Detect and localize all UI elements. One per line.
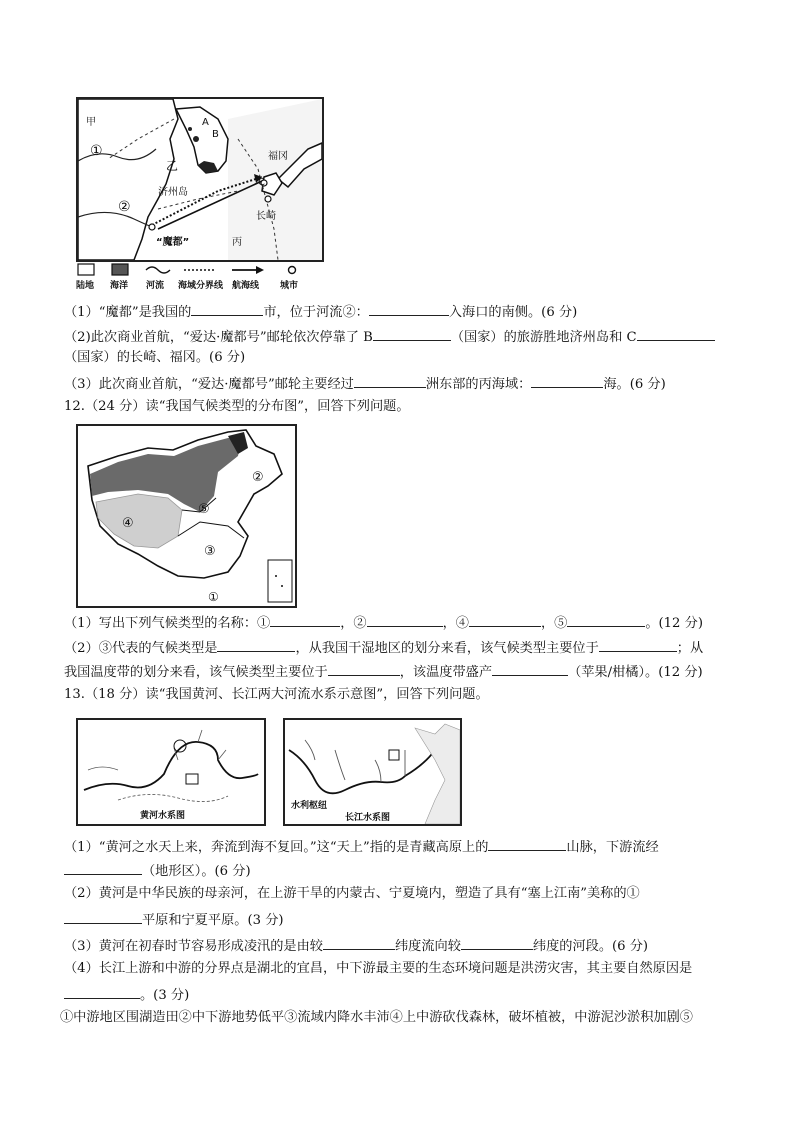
q12-line-2: （2）③代表的气候类型是 ，从我国干湿地区的划分来看，该气候类型主要位于 ；从 (64, 637, 703, 658)
q12-title: 12.（24 分）读“我国气候类型的分布图”，回答下列问题。 (64, 399, 410, 414)
q11-line-4: （3）此次商业首航，“爱达·魔都号”邮轮主要经过 洲东部的丙海域： 海。(6 分) (64, 373, 666, 394)
climate-label-2: ② (252, 470, 264, 485)
q11-line-2: （2)此次商业首航，“爱达·魔都号”邮轮依次停靠了 B （国家）的旅游胜地济州岛和 C (64, 326, 715, 347)
q12-line-3: 我国温度带的划分来看，该气候类型主要位于 ，该温度带盛产 （苹果/柑橘）。(12 分) (64, 661, 703, 682)
climate-label-5: ⑤ (198, 502, 210, 517)
yangtze-river-caption: 长江水系图 (345, 813, 391, 823)
climate-label-4: ④ (122, 516, 134, 531)
label-yi: 乙 (166, 159, 179, 173)
china-climate-map (76, 424, 297, 608)
climate-label-3: ③ (204, 544, 216, 559)
climate-label-1: ① (208, 590, 219, 604)
yellow-river-caption: 黄河水系图 (140, 811, 186, 821)
label-fukuoka: 福冈 (268, 151, 288, 162)
label-modu: “魔都” (156, 237, 190, 248)
legend-route: 航海线 (232, 281, 260, 291)
climate-map-drawing (78, 426, 295, 606)
label-a: A (202, 117, 209, 128)
yangtze-river-map (283, 718, 462, 826)
legend-ocean: 海洋 (110, 281, 129, 291)
route-map-drawing (78, 99, 322, 260)
label-bing: 丙 (232, 237, 242, 248)
map-legend (74, 262, 324, 290)
q13-line-5: （3）黄河在初春时节容易形成凌汛的是由较 纬度流向较 纬度的河段。(6 分) (64, 935, 648, 956)
label-jeju: 济州岛 (158, 187, 188, 198)
label-c: C (258, 177, 265, 188)
q13-line-1: （1）“黄河之水天上来，奔流到海不复回。”这“天上”指的是青藏高原上的 山脉，下游流经 (64, 836, 659, 857)
q13-line-2: （地形区）。(6 分) (64, 860, 251, 881)
legend-city: 城市 (280, 281, 299, 291)
q13-line-4: 平原和宁夏平原。(3 分) (64, 909, 284, 930)
hydro-hub-label: 水利枢纽 (291, 801, 328, 811)
label-circle-1: ① (90, 143, 103, 159)
q13-title: 13.（18 分）读“我国黄河、长江两大河流水系示意图”，回答下列问题。 (64, 687, 489, 702)
yellow-river-map (76, 718, 266, 826)
east-asia-route-map (76, 97, 324, 262)
q12-line-1: （1）写出下列气候类型的名称：① ，② ，④ ，⑤ 。(12 分) (64, 612, 703, 633)
label-jia: 甲 (86, 117, 96, 128)
label-nagasaki: 长崎 (256, 211, 276, 222)
label-circle-2: ② (118, 199, 131, 215)
legend-sea-boundary: 海域分界线 (178, 281, 224, 291)
q11-line-3: （国家）的长崎、福冈。(6 分) (64, 350, 246, 365)
q13-line-8: ①中游地区围湖造田②中下游地势低平③流域内降水丰沛④上中游砍伐森林，破坏植被，中游泥沙淤积加剧⑤ (60, 1010, 693, 1025)
legend-river: 河流 (146, 281, 165, 291)
q13-line-3: （2）黄河是中华民族的母亲河，在上游干旱的内蒙古、宁夏境内，塑造了具有“塞上江南”美称的① (64, 886, 640, 901)
q13-line-6: （4）长江上游和中游的分界点是湖北的宜昌，中下游最主要的生态环境问题是洪涝灾害，其主要自然原因是 (64, 961, 693, 976)
q13-line-7: 。(3 分) (64, 984, 189, 1005)
legend-land: 陆地 (76, 281, 95, 291)
label-b: B (212, 129, 219, 140)
q11-line-1: （1）“魔都”是我国的 市，位于河流②： 入海口的南侧。(6 分) (64, 301, 577, 322)
